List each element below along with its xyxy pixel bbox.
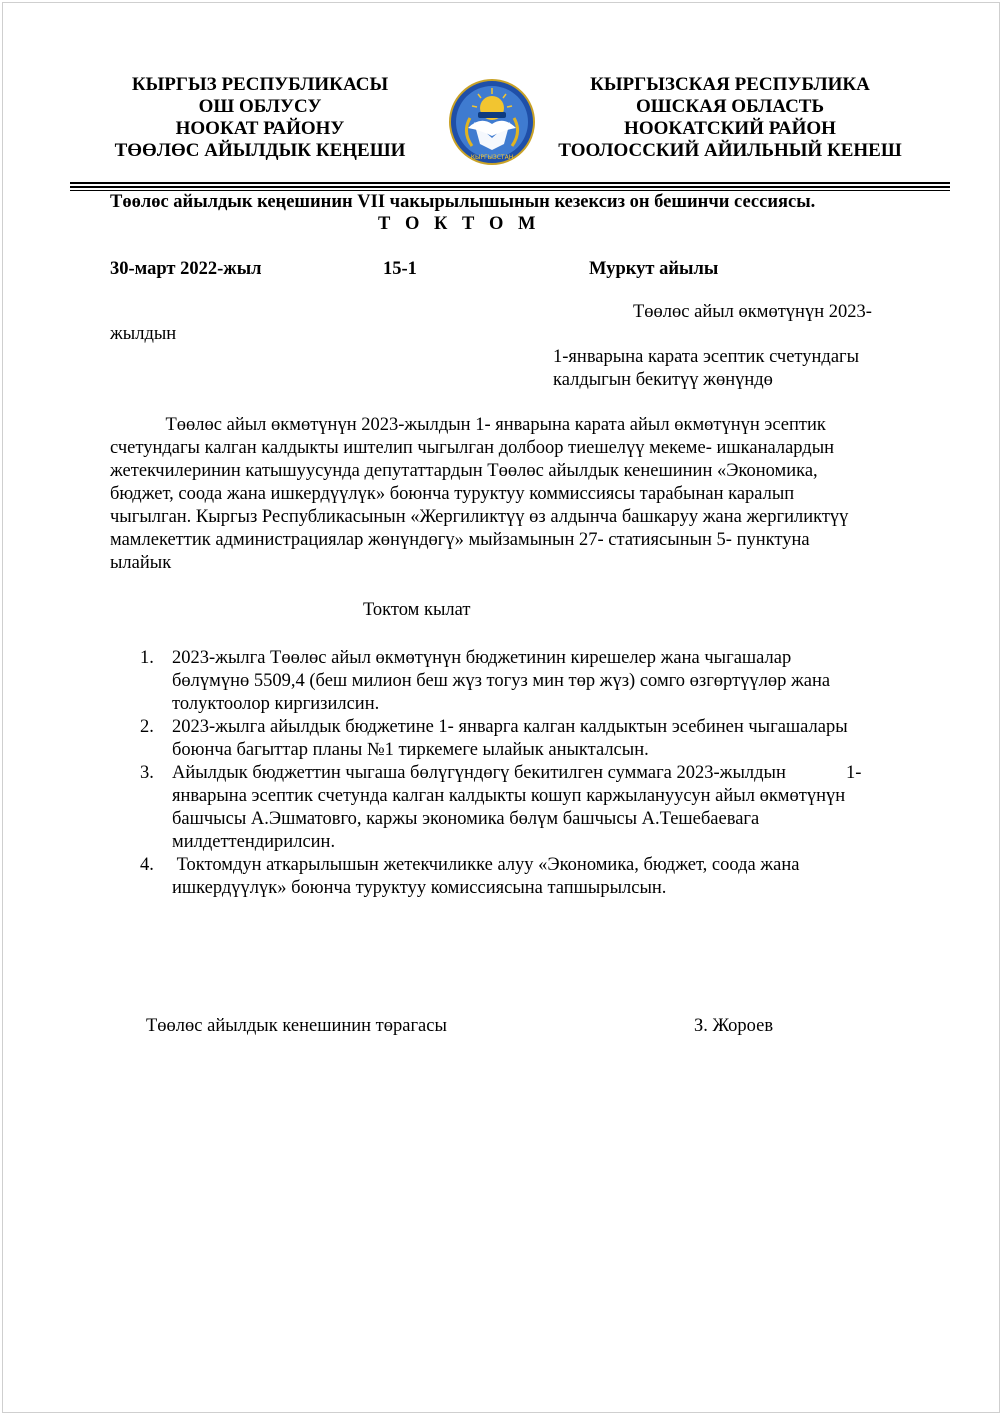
list-item	[140, 716, 930, 762]
subject-line: Төөлөс айыл өкмөтүнүн 2023-	[633, 302, 872, 322]
list-item	[140, 647, 930, 716]
list-item	[140, 854, 930, 900]
header-left-line: ТӨӨЛӨС АЙЫЛДЫК КЕҢЕШИ	[114, 140, 406, 161]
decides-heading: Токтом кылат	[363, 600, 471, 620]
subject-line: калдыгын бекитүү жөнүндө	[553, 370, 773, 390]
list-item-line: милдеттендирилсин.	[172, 832, 336, 852]
decision-items	[140, 647, 930, 900]
preamble-line: счетундагы калган калдыкты иштелип чыгылган долбоор тиешелүү мекеме- ишканалардын	[110, 438, 835, 458]
list-item-number: 1.	[140, 648, 154, 668]
list-item-line: ишкердүүлүк» боюнча туруктуу комиссиясына тапшырылсын.	[172, 878, 667, 898]
decision-date: 30-март 2022-жыл	[110, 259, 262, 279]
list-item-number: 2.	[140, 717, 154, 737]
preamble-line: бюджет, соода жана ишкердүүлүк» боюнча туруктуу коммиссиясы тарабынан каралып	[110, 484, 795, 504]
preamble-line: мамлекеттик администрациялар жөнүндөгү» мыйзамынын 27- статиясынын 5- пунктуна	[110, 530, 810, 550]
list-item-number: 3.	[140, 763, 154, 783]
preamble-paragraph	[110, 414, 920, 575]
document-type: Т О К Т О М	[378, 214, 541, 234]
signatory-title: Төөлөс айылдык кенешинин төрагасы	[146, 1016, 447, 1036]
header-right-line: НООКАТСКИЙ РАЙОН	[624, 118, 836, 139]
session-title: Төөлөс айылдык кеңешинин VII чакырылышынын кезексиз он бешинчи сессиясы.	[110, 192, 816, 212]
header-divider	[70, 182, 950, 184]
header-left-line: НООКАТ РАЙОНУ	[175, 118, 345, 139]
list-item-line: бөлүмүнө 5509,4 (беш милион беш жүз тогуз мин төр жүз) сомго өзгөртүүлөр жана	[172, 671, 831, 691]
emblem-text: КЫРГЫЗСТАН	[470, 154, 514, 161]
list-item-line: 2023-жылга айылдык бюджетине 1- январга калган калдыктын эсебинен чыгашалары	[172, 717, 848, 737]
header-divider	[70, 186, 950, 188]
decision-number: 15-1	[383, 259, 417, 279]
list-item-line: Айылдык бюджеттин чыгаша бөлүгүндөгү бекитилген суммага 2023-жылдын 1-	[172, 763, 862, 783]
list-item-line: Токтомдун аткарылышын жетекчиликке алуу «Экономика, бюджет, соода жана	[172, 855, 800, 875]
preamble-line: жетекчилеринин катышуусунда депутаттардын Төөлөс айылдык кенешинин «Экономика,	[110, 461, 818, 481]
header-right-line: КЫРГЫЗСКАЯ РЕСПУБЛИКА	[590, 74, 870, 95]
preamble-line: чыгылган. Кыргыз Республикасынын «Жергиликтүү өз алдынча башкаруу жана жергиликтүү	[110, 507, 849, 527]
decision-place: Муркут айылы	[589, 259, 719, 279]
list-item-line: боюнча багыттар планы №1 тиркемеге ылайык аныкталсын.	[172, 740, 649, 760]
subject-line: жылдын	[110, 324, 177, 344]
header-left-block	[90, 74, 430, 162]
list-item-number: 4.	[140, 855, 154, 875]
list-item-line: январына эсептик счетунда калган калдыкты кошуп каржылануусун айыл өкмөтүнүн	[172, 786, 846, 806]
kyrgyz-state-emblem-icon	[448, 78, 536, 166]
header-right-line: ОШСКАЯ ОБЛАСТЬ	[635, 96, 825, 117]
list-item-line: 2023-жылга Төөлөс айыл өкмөтүнүн бюджетинин кирешелер жана чыгашалар	[172, 648, 792, 668]
signatory-name: З. Жороев	[694, 1016, 774, 1036]
list-item	[140, 762, 930, 854]
preamble-line: Төөлөс айыл өкмөтүнүн 2023-жылдын 1- январына карата айыл өкмөтүнүн эсептик	[110, 415, 826, 435]
header-right-line: ТООЛОССКИЙ АЙИЛЬНЫЙ КЕНЕШ	[558, 140, 902, 161]
header-left-line: ОШ ОБЛУСУ	[198, 96, 322, 117]
list-item-line: башчысы А.Эшматовго, каржы экономика бөлүм башчысы А.Тешебаевага	[172, 809, 760, 829]
subject-line: 1-январына карата эсептик счетундагы	[553, 347, 860, 367]
list-item-line: толуктоолор киргизилсин.	[172, 694, 380, 714]
header-right-block	[540, 74, 920, 162]
header-left-line: КЫРГЫЗ РЕСПУБЛИКАСЫ	[131, 74, 389, 95]
preamble-line: ылайык	[110, 553, 172, 573]
